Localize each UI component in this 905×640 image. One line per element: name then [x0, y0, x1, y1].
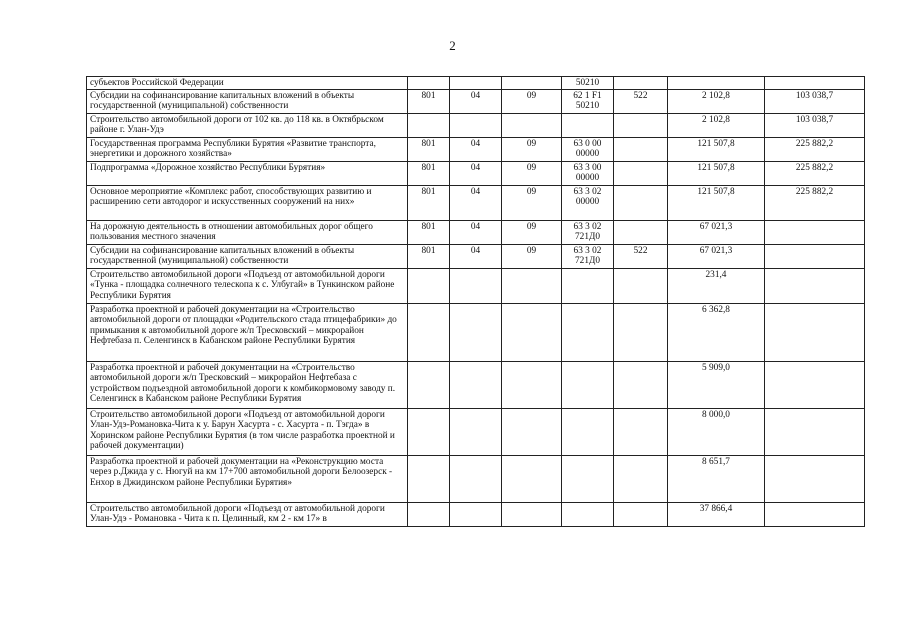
row-name: Субсидии на софинансирование капитальных вложений в объекты государственной (муниципальной) собственности [87, 89, 408, 113]
subsection-code: 09 [502, 244, 562, 268]
subsection-code: 09 [502, 89, 562, 113]
amount-year-2 [765, 220, 865, 244]
target-article-code: 62 1 F1 50210 [562, 89, 614, 113]
subsection-code: 09 [502, 220, 562, 244]
amount-year-2 [765, 408, 865, 455]
ministry-code: 801 [408, 244, 450, 268]
expense-type-code [614, 77, 668, 90]
section-code [450, 502, 502, 526]
amount-year-1: 8 651,7 [668, 455, 765, 502]
row-name: Строительство автомобильной дороги «Подъезд от автомобильной дороги Улан-Удэ - Романовка - Чита к п. Целинный, км 2 - км 17» в [87, 502, 408, 526]
row-name: Строительство автомобильной дороги от 102 кв. до 118 кв. в Октябрьском районе г. Улан-Удэ [87, 113, 408, 137]
subsection-code [502, 303, 562, 361]
amount-year-1: 6 362,8 [668, 303, 765, 361]
page-number: 2 [449, 38, 456, 53]
expense-type-code [614, 502, 668, 526]
row-name: Государственная программа Республики Бурятия «Развитие транспорта, энергетики и дорожного хозяйства» [87, 137, 408, 161]
section-code [450, 361, 502, 408]
ministry-code: 801 [408, 161, 450, 185]
expense-type-code [614, 408, 668, 455]
target-article-code: 63 0 00 00000 [562, 137, 614, 161]
section-code: 04 [450, 244, 502, 268]
amount-year-1: 67 021,3 [668, 244, 765, 268]
section-code: 04 [450, 161, 502, 185]
amount-year-1: 8 000,0 [668, 408, 765, 455]
expense-type-code [614, 220, 668, 244]
target-article-code [562, 361, 614, 408]
amount-year-2 [765, 77, 865, 90]
row-name: Разработка проектной и рабочей документации на «Строительство автомобильной дороги от площадки «Родительского стада птицефабрики» до примыкания к автомобильной дороге ж/п Тресковский – микрорайон Нефтебаза п. Селенгинск в Кабанском районе Республики Бурятия [87, 303, 408, 361]
row-name: Субсидии на софинансирование капитальных вложений в объекты государственной (муниципальной) собственности [87, 244, 408, 268]
expense-type-code [614, 161, 668, 185]
amount-year-2: 225 882,2 [765, 185, 865, 220]
expense-type-code: 522 [614, 244, 668, 268]
section-code [450, 77, 502, 90]
amount-year-2: 103 038,7 [765, 113, 865, 137]
target-article-code [562, 502, 614, 526]
amount-year-1: 121 507,8 [668, 137, 765, 161]
ministry-code [408, 113, 450, 137]
table-row [87, 455, 865, 502]
row-name: Строительство автомобильной дороги «Подъезд от автомобильной дороги «Тунка - площадка солнечного телескопа к с. Улбугай» в Тункинском районе Республики Бурятия [87, 268, 408, 303]
target-article-code [562, 408, 614, 455]
section-code: 04 [450, 220, 502, 244]
ministry-code [408, 77, 450, 90]
section-code: 04 [450, 185, 502, 220]
table-row [87, 137, 865, 161]
expense-type-code [614, 137, 668, 161]
amount-year-2 [765, 361, 865, 408]
target-article-code [562, 303, 614, 361]
section-code [450, 408, 502, 455]
amount-year-1: 2 102,8 [668, 113, 765, 137]
ministry-code: 801 [408, 220, 450, 244]
subsection-code [502, 268, 562, 303]
target-article-code [562, 113, 614, 137]
table-row [87, 220, 865, 244]
ministry-code: 801 [408, 89, 450, 113]
table-row [87, 77, 865, 90]
amount-year-1: 67 021,3 [668, 220, 765, 244]
ministry-code [408, 303, 450, 361]
section-code: 04 [450, 137, 502, 161]
section-code [450, 455, 502, 502]
row-name: Подпрограмма «Дорожное хозяйство Республики Бурятия» [87, 161, 408, 185]
subsection-code [502, 77, 562, 90]
amount-year-2 [765, 502, 865, 526]
ministry-code [408, 361, 450, 408]
amount-year-2 [765, 268, 865, 303]
ministry-code [408, 268, 450, 303]
amount-year-1: 231,4 [668, 268, 765, 303]
table-row [87, 502, 865, 526]
row-name: Строительство автомобильной дороги «Подъезд от автомобильной дороги Улан-Удэ-Романовка-Чита к у. Барун Хасурта - с. Хасурта - п. Тэгда» в Хоринском районе Республики Бурятия (в том числе разработка проектной и рабочей документации) [87, 408, 408, 455]
expense-type-code [614, 361, 668, 408]
table-row [87, 408, 865, 455]
table-row [87, 244, 865, 268]
target-article-code: 63 3 02 721Д0 [562, 244, 614, 268]
expense-type-code [614, 185, 668, 220]
amount-year-1: 37 866,4 [668, 502, 765, 526]
budget-table [86, 76, 865, 527]
amount-year-1 [668, 77, 765, 90]
amount-year-1: 121 507,8 [668, 161, 765, 185]
amount-year-1: 5 909,0 [668, 361, 765, 408]
budget-table-body [87, 77, 865, 527]
table-row [87, 361, 865, 408]
target-article-code: 63 3 02 721Д0 [562, 220, 614, 244]
subsection-code: 09 [502, 137, 562, 161]
row-name: Разработка проектной и рабочей документации на «Реконструкцию моста через р.Джида у с. Нюгуй на км 17+700 автомобильной дороги Белоозерск - Енхор в Джидинском районе Республики Бурятия» [87, 455, 408, 502]
target-article-code [562, 455, 614, 502]
amount-year-2 [765, 244, 865, 268]
subsection-code [502, 361, 562, 408]
table-row [87, 113, 865, 137]
section-code [450, 113, 502, 137]
expense-type-code [614, 455, 668, 502]
subsection-code: 09 [502, 161, 562, 185]
ministry-code [408, 502, 450, 526]
section-code [450, 268, 502, 303]
subsection-code [502, 455, 562, 502]
ministry-code [408, 408, 450, 455]
expense-type-code [614, 303, 668, 361]
subsection-code: 09 [502, 185, 562, 220]
section-code: 04 [450, 89, 502, 113]
row-name: На дорожную деятельность в отношении автомобильных дорог общего пользования местного значения [87, 220, 408, 244]
target-article-code [562, 268, 614, 303]
target-article-code: 63 3 00 00000 [562, 161, 614, 185]
ministry-code [408, 455, 450, 502]
row-name: Основное мероприятие «Комплекс работ, способствующих развитию и расширению сети автодорог и искусственных сооружений на них» [87, 185, 408, 220]
ministry-code: 801 [408, 137, 450, 161]
table-row [87, 185, 865, 220]
table-row [87, 161, 865, 185]
amount-year-2: 225 882,2 [765, 161, 865, 185]
amount-year-1: 2 102,8 [668, 89, 765, 113]
row-name: субъектов Российской Федерации [87, 77, 408, 90]
expense-type-code [614, 268, 668, 303]
table-row [87, 303, 865, 361]
section-code [450, 303, 502, 361]
target-article-code: 63 3 02 00000 [562, 185, 614, 220]
ministry-code: 801 [408, 185, 450, 220]
amount-year-2 [765, 303, 865, 361]
table-row [87, 89, 865, 113]
expense-type-code: 522 [614, 89, 668, 113]
expense-type-code [614, 113, 668, 137]
subsection-code [502, 408, 562, 455]
row-name: Разработка проектной и рабочей документации на «Строительство автомобильной дороги ж/п Тресковский – микрорайон Нефтебаза с устройством подъездной автомобильной дороги к комбикормовому заводу п. Селенгинск в Кабанском районе Республики Бурятия [87, 361, 408, 408]
subsection-code [502, 502, 562, 526]
amount-year-1: 121 507,8 [668, 185, 765, 220]
subsection-code [502, 113, 562, 137]
amount-year-2 [765, 455, 865, 502]
amount-year-2: 225 882,2 [765, 137, 865, 161]
table-row [87, 268, 865, 303]
target-article-code: 50210 [562, 77, 614, 90]
amount-year-2: 103 038,7 [765, 89, 865, 113]
